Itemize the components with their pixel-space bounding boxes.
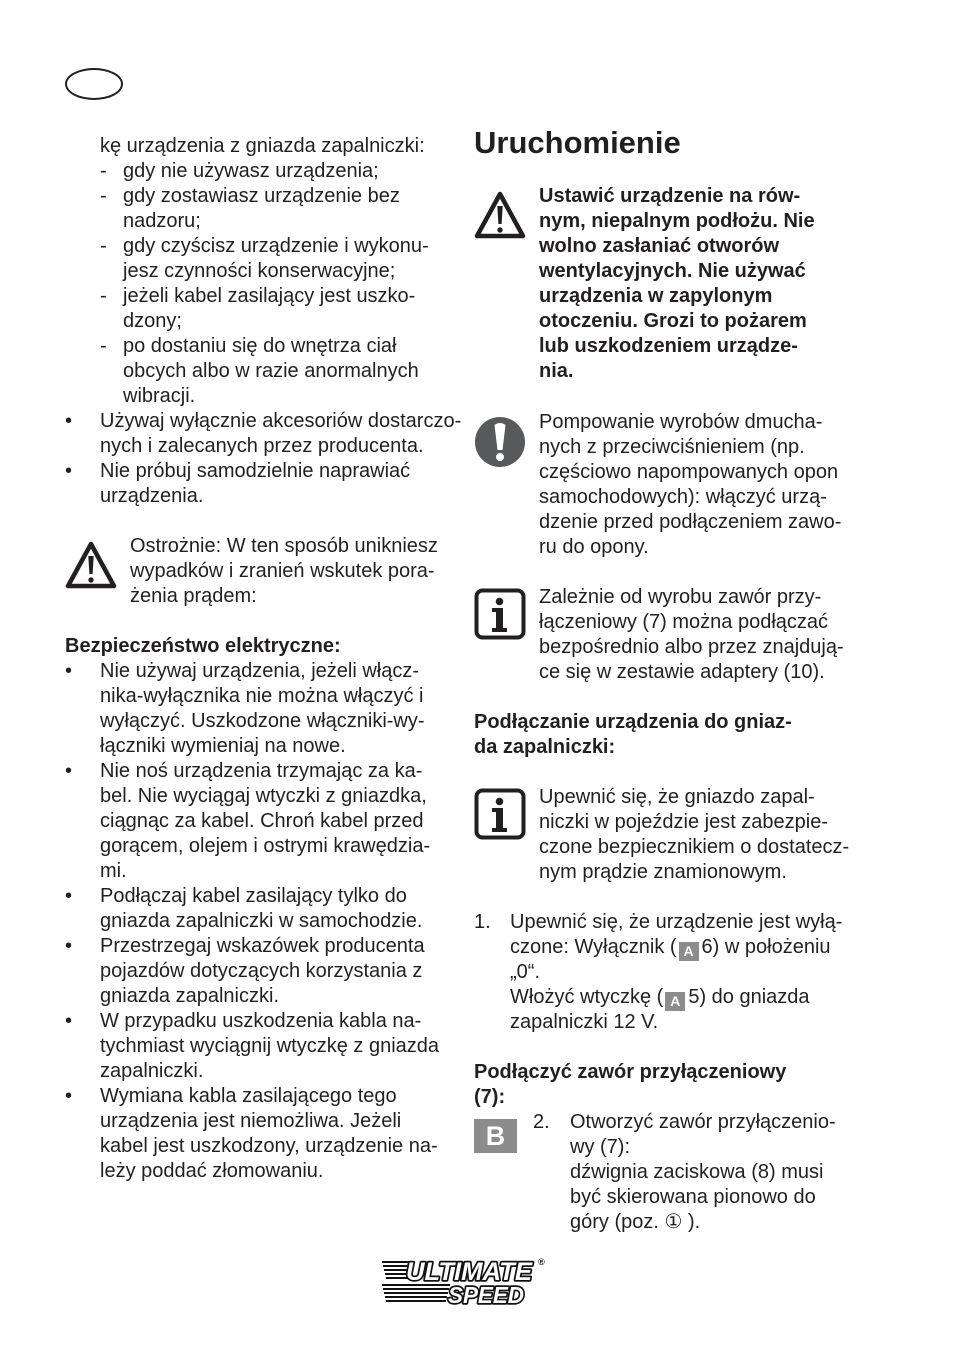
step-1 [474, 910, 894, 1035]
list-item-line: gdy czyścisz urządzenie i wykonu- [123, 235, 429, 257]
bullet-marker: • [65, 410, 73, 432]
info-note-fuse [474, 785, 894, 885]
warning-line: nia. [539, 360, 574, 382]
list-item-line: gniazda zapalniczki. [100, 985, 279, 1007]
list-item-line: mi. [100, 860, 127, 882]
section-title: Uruchomienie [474, 125, 681, 160]
step-line: góry (poz. ① ). [570, 1211, 701, 1233]
logo-wordmark-bottom: SPEED [448, 1282, 524, 1307]
dash-marker: - [100, 335, 107, 357]
list-item-line: Wymiana kabla zasilającego tego [100, 1085, 397, 1107]
dash-marker: - [100, 160, 107, 182]
step-line: Otworzyć zawór przyłączenio- [570, 1111, 836, 1133]
list-item-line: zapalniczki. [100, 1060, 204, 1082]
warning-line: nym, niepalnym podłożu. Nie [539, 210, 815, 232]
warning-line: Ustawić urządzenie na rów- [539, 185, 801, 207]
notice-line: Pompowanie wyrobów dmucha- [539, 411, 823, 433]
warning-note [474, 184, 894, 384]
step-2 [474, 1110, 894, 1235]
list-item-line: wibracji. [123, 385, 196, 407]
warning-line: lub uszkodzeniem urządze- [539, 335, 798, 357]
notice-line: ru do opony. [539, 536, 649, 558]
caution-note [65, 534, 465, 609]
step-text: czone: Wyłącznik ( [510, 936, 677, 958]
exclamation-circle-icon [474, 415, 526, 469]
list-item-line: kabel jest uszkodzony, urządzenie na- [100, 1135, 438, 1157]
dash-list-item [65, 159, 465, 184]
notice-line: nych z przeciwciśnieniem (np. [539, 436, 805, 458]
logo-wordmark-top: ULTIMATE [406, 1258, 534, 1286]
dash-list-item [65, 184, 465, 234]
list-item-line: jeżeli kabel zasilający jest uszko- [123, 285, 416, 307]
figure-b-label: B [474, 1119, 517, 1153]
logo-registered-mark: ® [538, 1257, 545, 1267]
list-item-line: po dostaniu się do wnętrza ciał [123, 335, 397, 357]
bullet-list-item [65, 1084, 465, 1184]
ultimate-speed-logo [382, 1255, 550, 1307]
info-note-adapter [474, 585, 894, 685]
step-text: Włożyć wtyczkę ( [510, 986, 664, 1008]
list-item-line: obcych albo w razie anormalnych [123, 360, 419, 382]
list-item-line: pojazdów dotyczących korzystania z [100, 960, 423, 982]
list-item-line: wyłączyć. Uszkodzone włączniki-wy- [100, 710, 425, 732]
bullet-marker: • [65, 1010, 73, 1032]
dash-list-item [65, 334, 465, 409]
bullet-list-item [65, 1009, 465, 1084]
info-line: ce się w zestawie adaptery (10). [539, 661, 825, 683]
list-item-line: nych i zalecanych przez producenta. [100, 435, 424, 457]
step-line [474, 985, 894, 1010]
spacer [65, 509, 465, 534]
dash-marker: - [100, 185, 107, 207]
list-item-line: leży poddać złomowaniu. [100, 1160, 324, 1182]
step-number: 2. [533, 1111, 550, 1133]
step-line: być skierowana pionowo do [570, 1186, 816, 1208]
bullet-marker: • [65, 1085, 73, 1107]
list-item-line: Nie używaj urządzenia, jeżeli włącz- [100, 660, 420, 682]
caution-line: wypadków i zranień wskutek pora- [130, 560, 435, 582]
bullet-marker: • [65, 760, 73, 782]
bullet-marker: • [65, 660, 73, 682]
list-item-line: Podłączaj kabel zasilający tylko do [100, 885, 407, 907]
step-line: Upewnić się, że urządzenie jest wyłą- [510, 911, 843, 933]
notice-line: częściowo napompowanych opon [539, 461, 839, 483]
caution-line: żenia prądem: [130, 585, 257, 607]
list-item-line: gorącem, olejem i ostrymi krawędzia- [100, 835, 431, 857]
list-item-line: bel. Nie wyciągaj wtyczki z gniazdka, [100, 785, 427, 807]
continuation-lead: kę urządzenia z gniazda zapalniczki: [100, 135, 425, 157]
info-line: Upewnić się, że gniazdo zapal- [539, 786, 815, 808]
bullet-marker: • [65, 460, 73, 482]
info-line: łączeniowy (7) można podłączać [539, 611, 829, 633]
dash-marker: - [100, 235, 107, 257]
list-item-line: W przypadku uszkodzenia kabla na- [100, 1010, 422, 1032]
valve-connection-heading [474, 1060, 894, 1110]
info-line: czone bezpiecznikiem o dostatecz- [539, 836, 850, 858]
figure-a-badge: A [665, 992, 685, 1011]
list-item-line: dzony; [123, 310, 182, 332]
info-line: nym prądzie znamionowym. [539, 861, 787, 883]
dash-list-item [65, 284, 465, 334]
info-line: niczki w pojeździe jest zabezpie- [539, 811, 829, 833]
notice-line: samochodowych): włączyć urzą- [539, 486, 827, 508]
spacer [65, 609, 465, 634]
step-text: 6) w położeniu [701, 936, 831, 958]
list-item-line: urządzenia jest niemożliwa. Jeżeli [100, 1110, 402, 1132]
bullet-list-item [65, 934, 465, 1009]
list-item-line: urządzenia. [100, 485, 204, 507]
step-number: 1. [474, 911, 491, 933]
warning-triangle-icon [474, 190, 526, 240]
bullet-marker: • [65, 885, 73, 907]
warning-line: wolno zasłaniać otworów [539, 235, 780, 257]
info-line: Zależnie od wyrobu zawór przy- [539, 586, 822, 608]
heading-line: da zapalniczki: [474, 736, 616, 758]
bullet-list-item [65, 409, 465, 459]
bullet-list-item [65, 759, 465, 884]
warning-line: otoczeniu. Grozi to pożarem [539, 310, 807, 332]
caution-line: Ostrożnie: W ten sposób unikniesz [130, 535, 438, 557]
list-item-line: Przestrzegaj wskazówek producenta [100, 935, 425, 957]
step-line: „0“. [510, 961, 540, 983]
step-line [474, 935, 894, 960]
info-line: bezpośrednio albo przez znajdują- [539, 636, 844, 658]
dash-marker: - [100, 285, 107, 307]
warning-triangle-icon [65, 540, 117, 590]
notice-note [474, 410, 894, 560]
heading-line: Podłączanie urządzenia do gniaz- [474, 711, 792, 733]
list-item-line: Używaj wyłącznie akcesoriów dostarczo- [100, 410, 462, 432]
warning-line: urządzenia w zapylonym [539, 285, 773, 307]
step-text: 5) do gniazda [688, 986, 810, 1008]
left-column [65, 134, 465, 1184]
list-item-line: gdy zostawiasz urządzenie bez [123, 185, 400, 207]
bullet-list-item [65, 459, 465, 509]
info-icon [474, 788, 526, 840]
list-item-line: Nie noś urządzenia trzymając za ka- [100, 760, 423, 782]
list-item-line: Nie próbuj samodzielnie naprawiać [100, 460, 411, 482]
language-badge [65, 68, 123, 100]
list-item-line: łączniki wymieniaj na nowe. [100, 735, 346, 757]
list-item-line: nika-wyłącznika nie można włączyć i [100, 685, 424, 707]
list-item-line: gdy nie używasz urządzenia; [123, 160, 379, 182]
bullet-marker: • [65, 935, 73, 957]
electrical-safety-heading: Bezpieczeństwo elektryczne: [65, 635, 341, 657]
heading-line: Podłączyć zawór przyłączeniowy [474, 1061, 787, 1083]
info-icon [474, 588, 526, 640]
list-item-line: nadzoru; [123, 210, 201, 232]
socket-connection-heading [474, 710, 894, 760]
step-line: zapalniczki 12 V. [510, 1011, 659, 1033]
notice-line: dzenie przed podłączeniem zawo- [539, 511, 842, 533]
bullet-list-item [65, 884, 465, 934]
list-item-line: jesz czynności konserwacyjne; [123, 260, 396, 282]
list-item-line: tychmiast wyciągnij wtyczkę z gniazda [100, 1035, 440, 1057]
warning-line: wentylacyjnych. Nie używać [539, 260, 806, 282]
list-item-line: ciągnąc za kabel. Chroń kabel przed [100, 810, 424, 832]
step-line: wy (7): [570, 1136, 630, 1158]
list-item-line: gniazda zapalniczki w samochodzie. [100, 910, 423, 932]
bullet-list-item [65, 659, 465, 759]
heading-line: (7): [474, 1086, 506, 1108]
step-line: dźwignia zaciskowa (8) musi [570, 1161, 824, 1183]
dash-list-item [65, 234, 465, 284]
figure-a-badge: A [679, 942, 699, 961]
